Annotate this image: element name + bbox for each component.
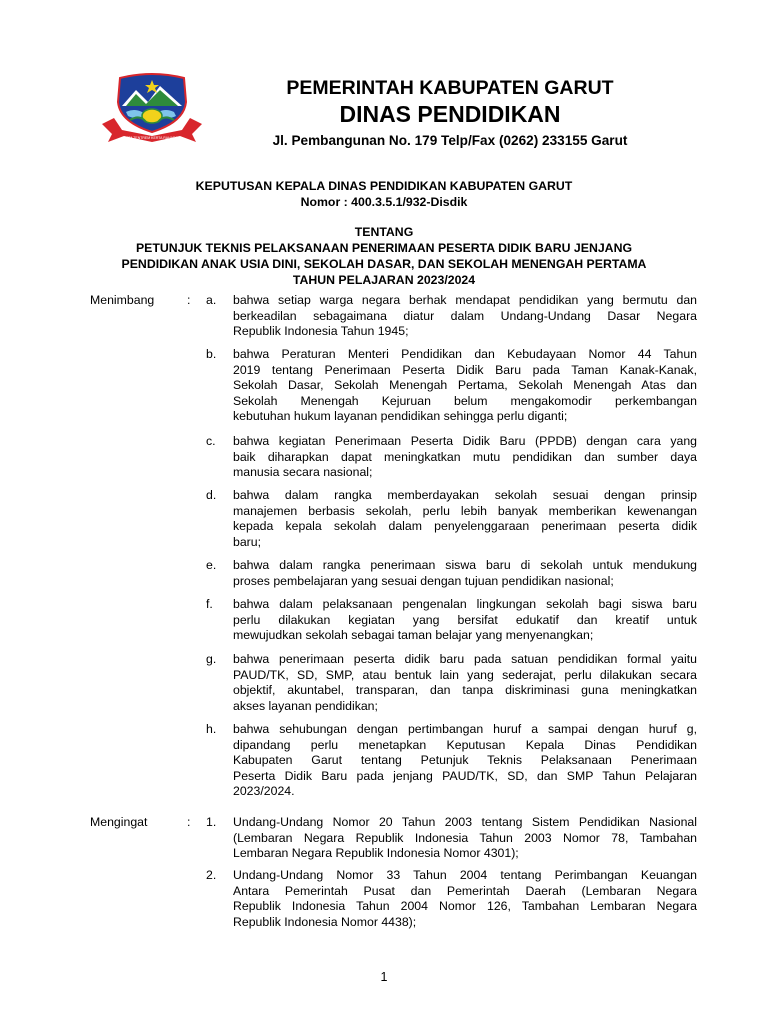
text-line: Undang-Undang Nomor 20 Tahun 2003 tentang Sistem Pendidikan Nasional xyxy=(233,815,697,829)
subject-line: TAHUN PELAJARAN 2023/2024 xyxy=(292,273,476,287)
colon: : xyxy=(187,293,191,307)
text-line: Peserta Didik Baru pada jenjang PAUD/TK, SD, dan SMP Tahun Pelajaran xyxy=(233,768,697,783)
text-line: dipandang perlu menetapkan Keputusan Kepala Dinas Pendidikan xyxy=(233,737,697,752)
decree-subject xyxy=(60,224,708,288)
item-text xyxy=(233,347,697,425)
text-line: PAUD/TK, SD, SMP, atau bentuk lain yang sederajat, perlu dilakukan secara xyxy=(233,667,697,682)
text-line: kebutuhan hukum layanan pendidikan sehingga perlu diganti; xyxy=(233,409,568,424)
text-line: objektif, akuntabel, transparan, dan tanpa diskriminasi guna meningkatkan xyxy=(233,683,697,698)
text-line: manajemen berbasis sekolah, perlu lebih banyak memberikan kewenangan xyxy=(233,503,697,518)
text-line: perlu dilakukan kegiatan yang bersifat edukatif dan kreatif untuk xyxy=(233,612,697,627)
subject-line: PENDIDIKAN ANAK USIA DINI, SEKOLAH DASAR, DAN SEKOLAH MENENGAH PERTAMA xyxy=(121,257,647,271)
text-line: Kabupaten Garut tentang Petunjuk Teknis Pelaksanaan Penerimaan xyxy=(233,753,697,768)
item-marker: b. xyxy=(206,347,217,361)
garut-regency-logo xyxy=(100,72,204,144)
text-line: bahwa penerimaan peserta didik baru pada satuan pendidikan formal yaitu xyxy=(233,652,697,666)
text-line: bahwa sehubungan dengan pertimbangan huruf a sampai dengan huruf g, xyxy=(233,722,697,736)
text-line: Undang-Undang Nomor 33 Tahun 2004 tentang Perimbangan Keuangan xyxy=(233,868,697,882)
text-line: 2023/2024. xyxy=(233,784,295,799)
item-marker: d. xyxy=(206,488,217,502)
menimbang-label: Menimbang xyxy=(90,293,155,307)
decree-title: KEPUTUSAN KEPALA DINAS PENDIDIKAN KABUPATEN GARUT xyxy=(195,179,573,193)
item-text xyxy=(233,652,697,714)
item-text xyxy=(233,597,697,644)
text-line: Sekolah Dasar, Sekolah Menengah Pertama, Sekolah Menengah Atas dan xyxy=(233,378,697,393)
text-line: baik diharapkan dapat meningkatkan mutu pendidikan dan sumber daya xyxy=(233,449,697,464)
text-line: Sekolah Menengah Kejuruan belum mengakomodir perkembangan xyxy=(233,393,697,408)
item-text xyxy=(233,868,697,930)
text-line: proses pembelajaran yang sesuai dengan tujuan pendidikan nasional; xyxy=(233,573,614,588)
item-marker: g. xyxy=(206,652,217,666)
decree-number: Nomor : 400.3.5.1/932-Disdik xyxy=(300,195,468,209)
item-text xyxy=(233,293,697,340)
agency-name: DINAS PENDIDIKAN xyxy=(339,101,561,127)
text-line: akses layanan pendidikan; xyxy=(233,698,378,713)
item-marker: 1. xyxy=(206,815,217,829)
text-line: (Lembaran Negara Republik Indonesia Tahun 2003 Nomor 78, Tambahan xyxy=(233,830,697,845)
page-number: 1 xyxy=(380,970,388,984)
text-line: bahwa dalam rangka memberdayakan sekolah sesuai dengan prinsip xyxy=(233,488,697,502)
item-marker: e. xyxy=(206,558,217,572)
text-line: Lembaran Negara Republik Indonesia Nomor 4301); xyxy=(233,846,519,861)
text-line: bahwa dalam rangka penerimaan siswa baru di sekolah untuk mendukung xyxy=(233,558,697,572)
letterhead xyxy=(240,76,660,152)
text-line: 2019 tentang Penerimaan Peserta Didik Baru pada Taman Kanak-Kanak, xyxy=(233,362,697,377)
item-marker: h. xyxy=(206,722,217,736)
logo-motto: TATA TENTREM KERTA RAHARJA xyxy=(124,136,180,140)
text-line: bahwa setiap warga negara berhak mendapat pendidikan yang bermutu dan xyxy=(233,293,697,307)
item-marker: a. xyxy=(206,293,217,307)
text-line: kepada kepala sekolah dalam penyelenggaraan penerimaan peserta didik xyxy=(233,519,697,534)
text-line: Republik Indonesia Tahun 1945; xyxy=(233,324,409,339)
mengingat-label: Mengingat xyxy=(90,815,148,829)
item-text xyxy=(233,558,697,589)
text-line: mewujudkan sekolah sebagai taman belajar yang menyenangkan; xyxy=(233,628,594,643)
item-marker: 2. xyxy=(206,868,217,882)
decree-heading xyxy=(60,178,708,210)
item-text xyxy=(233,722,697,800)
government-name: PEMERINTAH KABUPATEN GARUT xyxy=(286,77,614,99)
text-line: bahwa kegiatan Penerimaan Peserta Didik Baru (PPDB) dengan cara yang xyxy=(233,434,697,448)
item-marker: f. xyxy=(206,597,213,611)
tentang-label: TENTANG xyxy=(354,225,414,239)
text-line: Republik Indonesia Tahun 2004 Nomor 126, Tambahan Lembaran Negara xyxy=(233,899,697,914)
text-line: Republik Indonesia Nomor 4438); xyxy=(233,914,417,929)
item-marker: c. xyxy=(206,434,216,448)
item-text xyxy=(233,434,697,481)
text-line: Antara Pemerintah Pusat dan Pemerintah Daerah (Lembaran Negara xyxy=(233,883,697,898)
text-line: bahwa dalam pelaksanaan pengenalan lingkungan sekolah bagi siswa baru xyxy=(233,597,697,611)
text-line: bahwa Peraturan Menteri Pendidikan dan Kebudayaan Nomor 44 Tahun xyxy=(233,347,697,361)
item-text xyxy=(233,488,697,550)
text-line: manusia secara nasional; xyxy=(233,465,373,480)
item-text xyxy=(233,815,697,862)
text-line: berkeadilan sebagaimana diatur dalam Undang-Undang Dasar Negara xyxy=(233,308,697,323)
colon: : xyxy=(187,815,191,829)
agency-address: Jl. Pembangunan No. 179 Telp/Fax (0262) 233155 Garut xyxy=(272,133,628,148)
subject-line: PETUNJUK TEKNIS PELAKSANAAN PENERIMAAN PESERTA DIDIK BARU JENJANG xyxy=(135,241,633,255)
text-line: baru; xyxy=(233,534,262,549)
